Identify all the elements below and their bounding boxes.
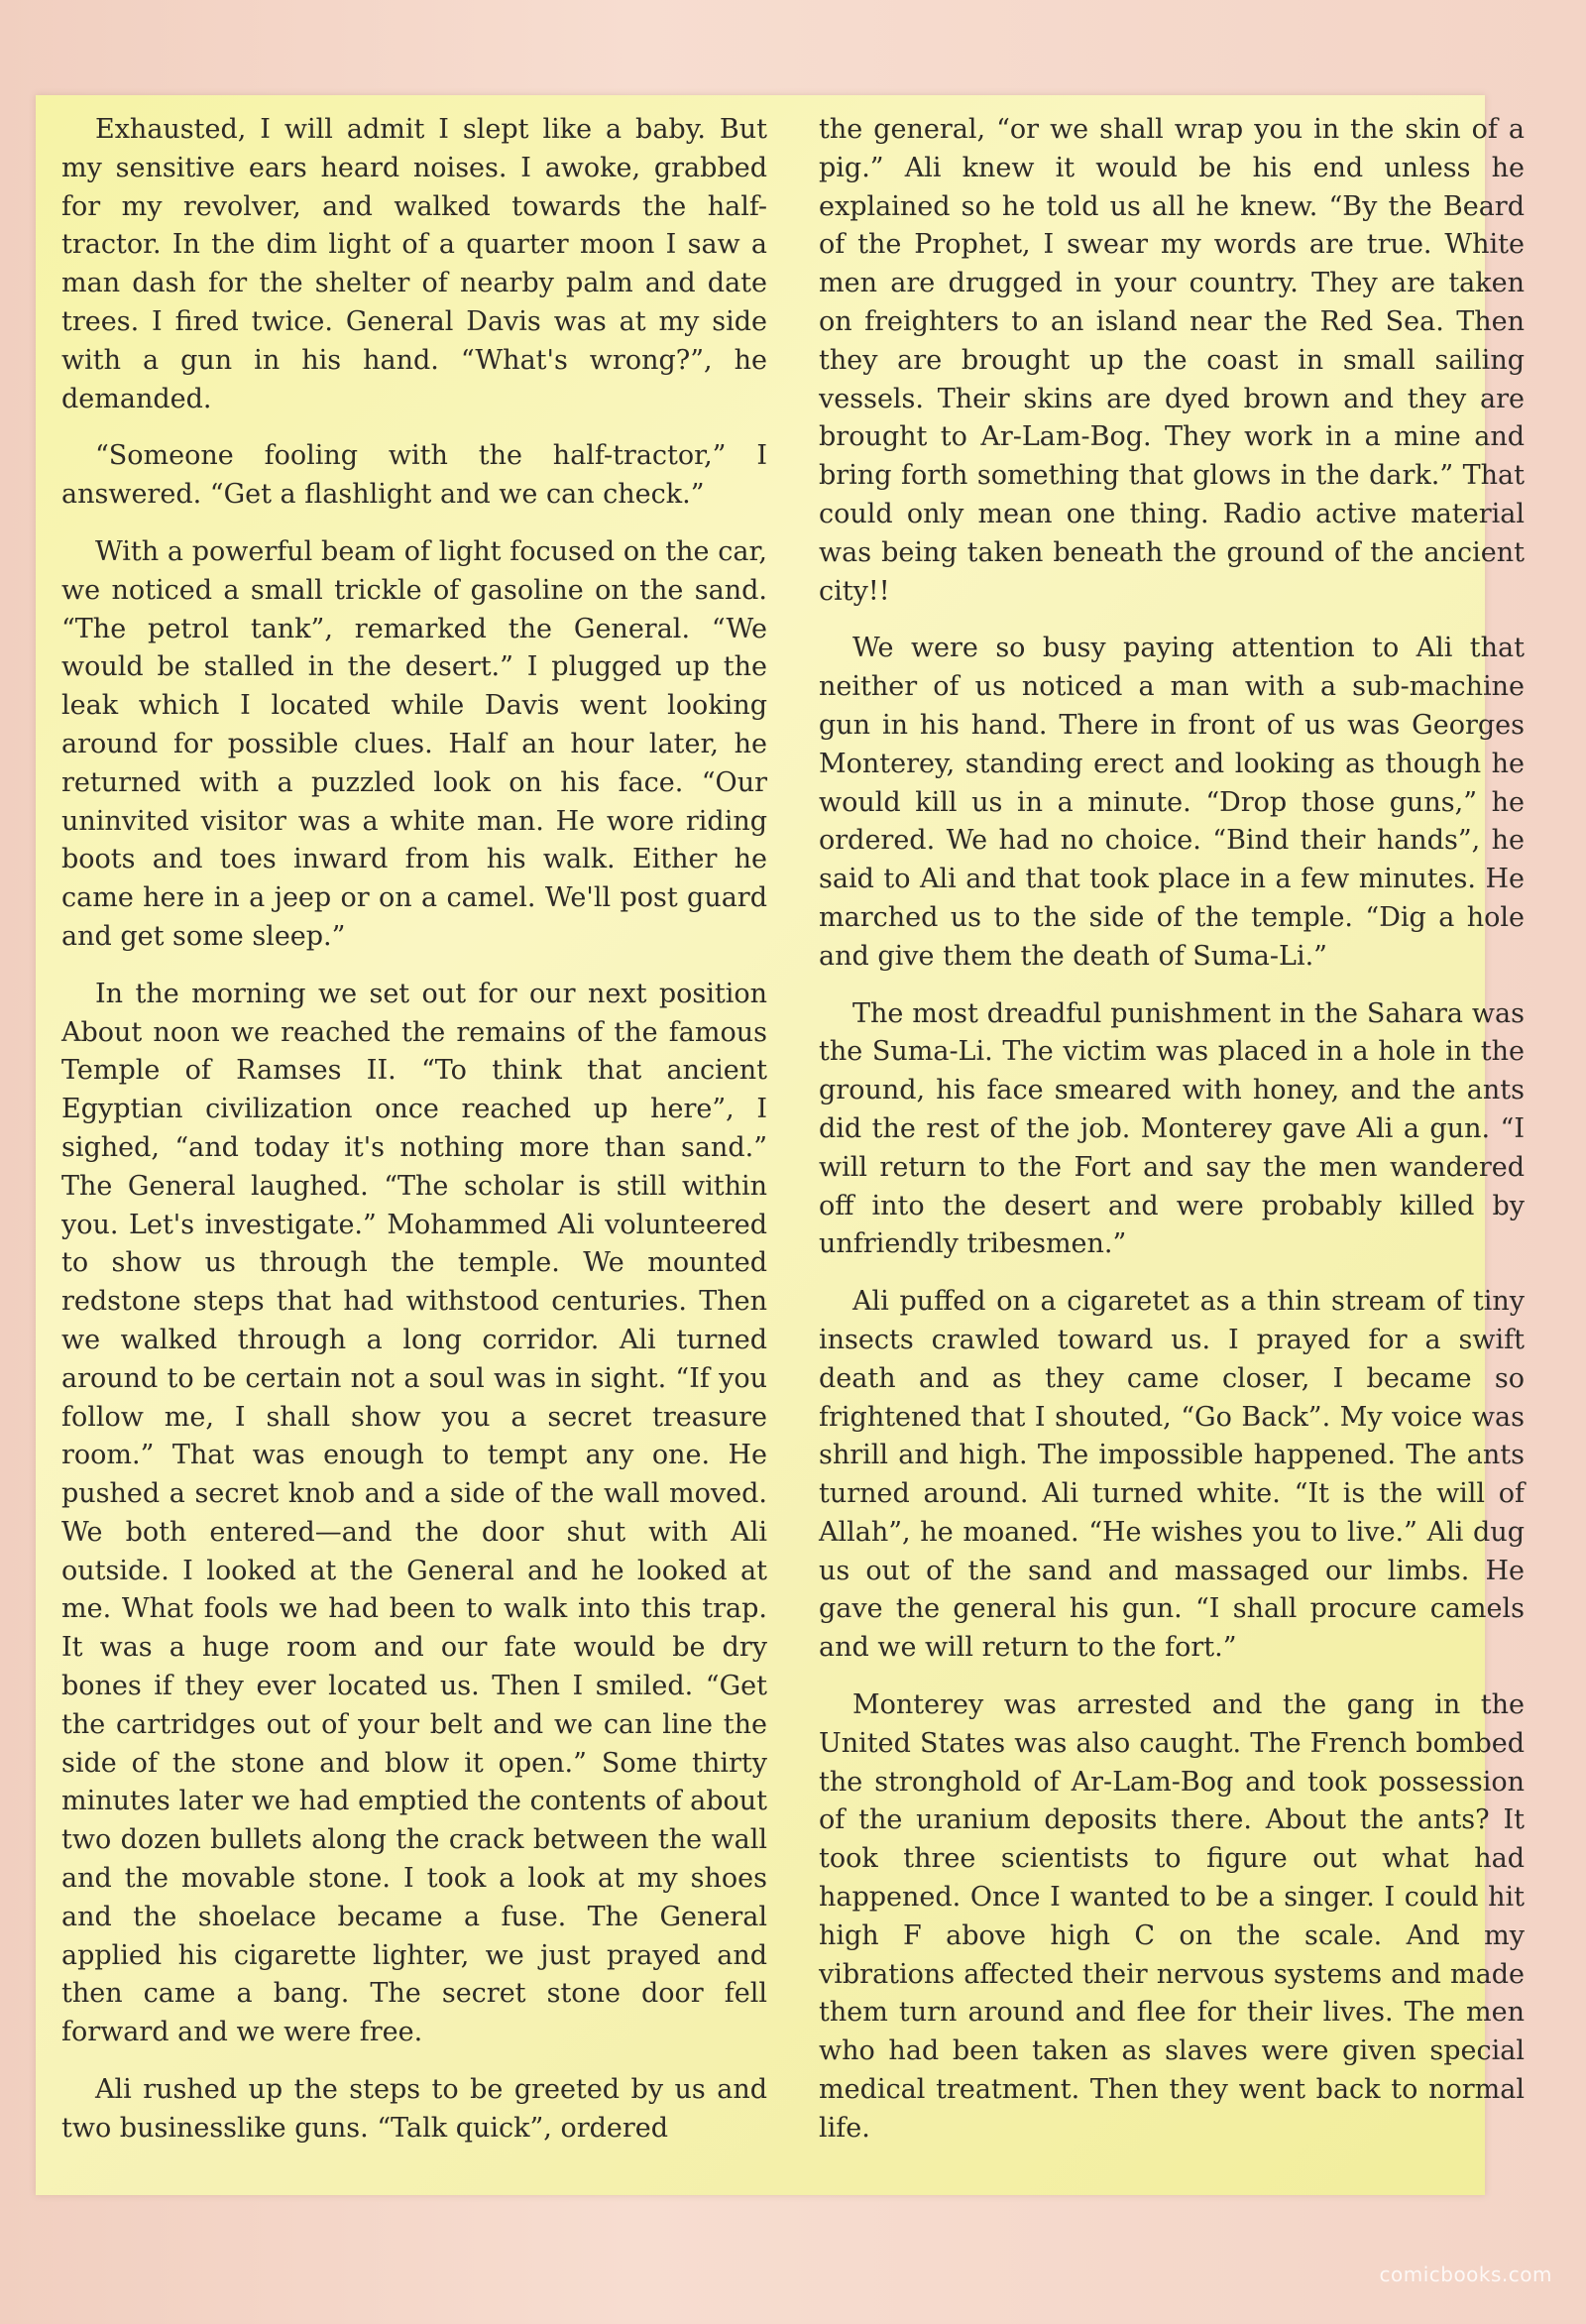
paragraph: Monterey was arrested and the gang in the United States was also caught. The French bombed the stronghold of Ar-Lam-Bog and took possession of the uranium deposits there. About the ants? It took three scientists to figure out what had happened. Once I wanted to be a singer. I could hit high F above high C on the scale. And my vibrations affected their nervous systems and made them turn around and flee for their lives. The men who had been taken as slaves were given special medical treatment. Then they went back to normal life. <box>819 1689 1525 2144</box>
paragraph-continued: the general, “or we shall wrap you in the skin of a pig.” Ali knew it would be his end unless he explained so he told us all he knew. “By the Beard of the Prophet, I swear my words are true. White men are drugged in your country. They are taken on freighters to an island near the Red Sea. Then they are brought up the coast in small sailing vessels. Their skins are dyed brown and they are brought to Ar-Lam-Bog. They work in a mine and bring forth something that glows in the dark.” That could only mean one thing. Radio active material was being taken beneath the ground of the ancient city!! <box>819 114 1525 607</box>
left-column <box>61 111 767 2167</box>
paragraph: Ali puffed on a cigaretet as a thin stream of tiny insects crawled toward us. I prayed for a swift death and as they came closer, I became so frightened that I shouted, “Go Back”. My voice was shrill and high. The impossible happened. The ants turned around. Ali turned white. “It is the will of Allah”, he moaned. “He wishes you to live.” Ali dug us out of the sand and massaged our limbs. He gave the general his gun. “I shall procure camels and we will return to the fort.” <box>819 1286 1525 1664</box>
paragraph: In the morning we set out for our next position About noon we reached the remains of the famous Temple of Ramses II. “To think that ancient Egyptian civilization once reached up here”, I sighed, “and today it's nothing more than sand.” The General laughed. “The scholar is still within you. Let's investigate.” Mohammed Ali volunteered to show us through the temple. We mounted redstone steps that had withstood centuries. Then we walked through a long corridor. Ali turned around to be certain not a soul was in sight. “If you follow me, I shall show you a secret treasure room.” That was enough to tempt any one. He pushed a secret knob and a side of the wall moved. We both entered—and the door shut with Ali outside. I looked at the General and he looked at me. What fools we had been to walk into this trap. It was a huge room and our fate would be dry bones if they ever located us. Then I smiled. “Get the cartridges out of your belt and we can line the side of the stone and blow it open.” Some thirty minutes later we had emptied the contents of about two dozen bullets along the crack between the wall and the movable stone. I took a look at my shoes and the shoelace became a fuse. The General applied his cigarette lighter, we just prayed and then came a bang. The secret stone door fell forward and we were free. <box>61 978 767 2048</box>
site-watermark: comicbooks.com <box>1379 2263 1552 2286</box>
paragraph: The most dreadful punishment in the Sahara was the Suma-Li. The victim was placed in a hole in the ground, his face smeared with honey, and the ants did the rest of the job. Monterey gave Ali a gun. “I will return to the Fort and say the men wandered off into the desert and were probably killed by unfriendly tribesmen.” <box>819 997 1525 1260</box>
paragraph: Exhausted, I will admit I slept like a baby. But my sensitive ears heard noises. I awoke, grabbed for my revolver, and walked towards the half-tractor. In the dim light of a quarter moon I saw a man dash for the shelter of nearby palm and date trees. I fired twice. General Davis was at my side with a gun in his hand. “What's wrong?”, he demanded. <box>61 114 767 414</box>
right-column <box>819 111 1525 2167</box>
paragraph: Ali rushed up the steps to be greeted by us and two businesslike guns. “Talk quick”, ordered <box>61 2074 767 2144</box>
paragraph: “Someone fooling with the half-tractor,” I answered. “Get a flashlight and we can check.” <box>61 440 767 511</box>
paragraph: With a powerful beam of light focused on the car, we noticed a small trickle of gasoline on the sand. “The petrol tank”, remarked the General. “We would be stalled in the desert.” I plugged up the leak which I located while Davis went looking around for possible clues. Half an hour later, he returned with a puzzled look on his face. “Our uninvited visitor was a white man. He wore riding boots and toes inward from his walk. Either he came here in a jeep or on a camel. We'll post guard and get some sleep.” <box>61 535 767 952</box>
paragraph: We were so busy paying attention to Ali that neither of us noticed a man with a sub-machine gun in his hand. There in front of us was Georges Monterey, standing erect and looking as though he would kill us in a minute. “Drop those guns,” he ordered. We had no choice. “Bind their hands”, he said to Ali and that took place in a few minutes. He marched us to the side of the temple. “Dig a hole and give them the death of Suma-Li.” <box>819 633 1525 972</box>
